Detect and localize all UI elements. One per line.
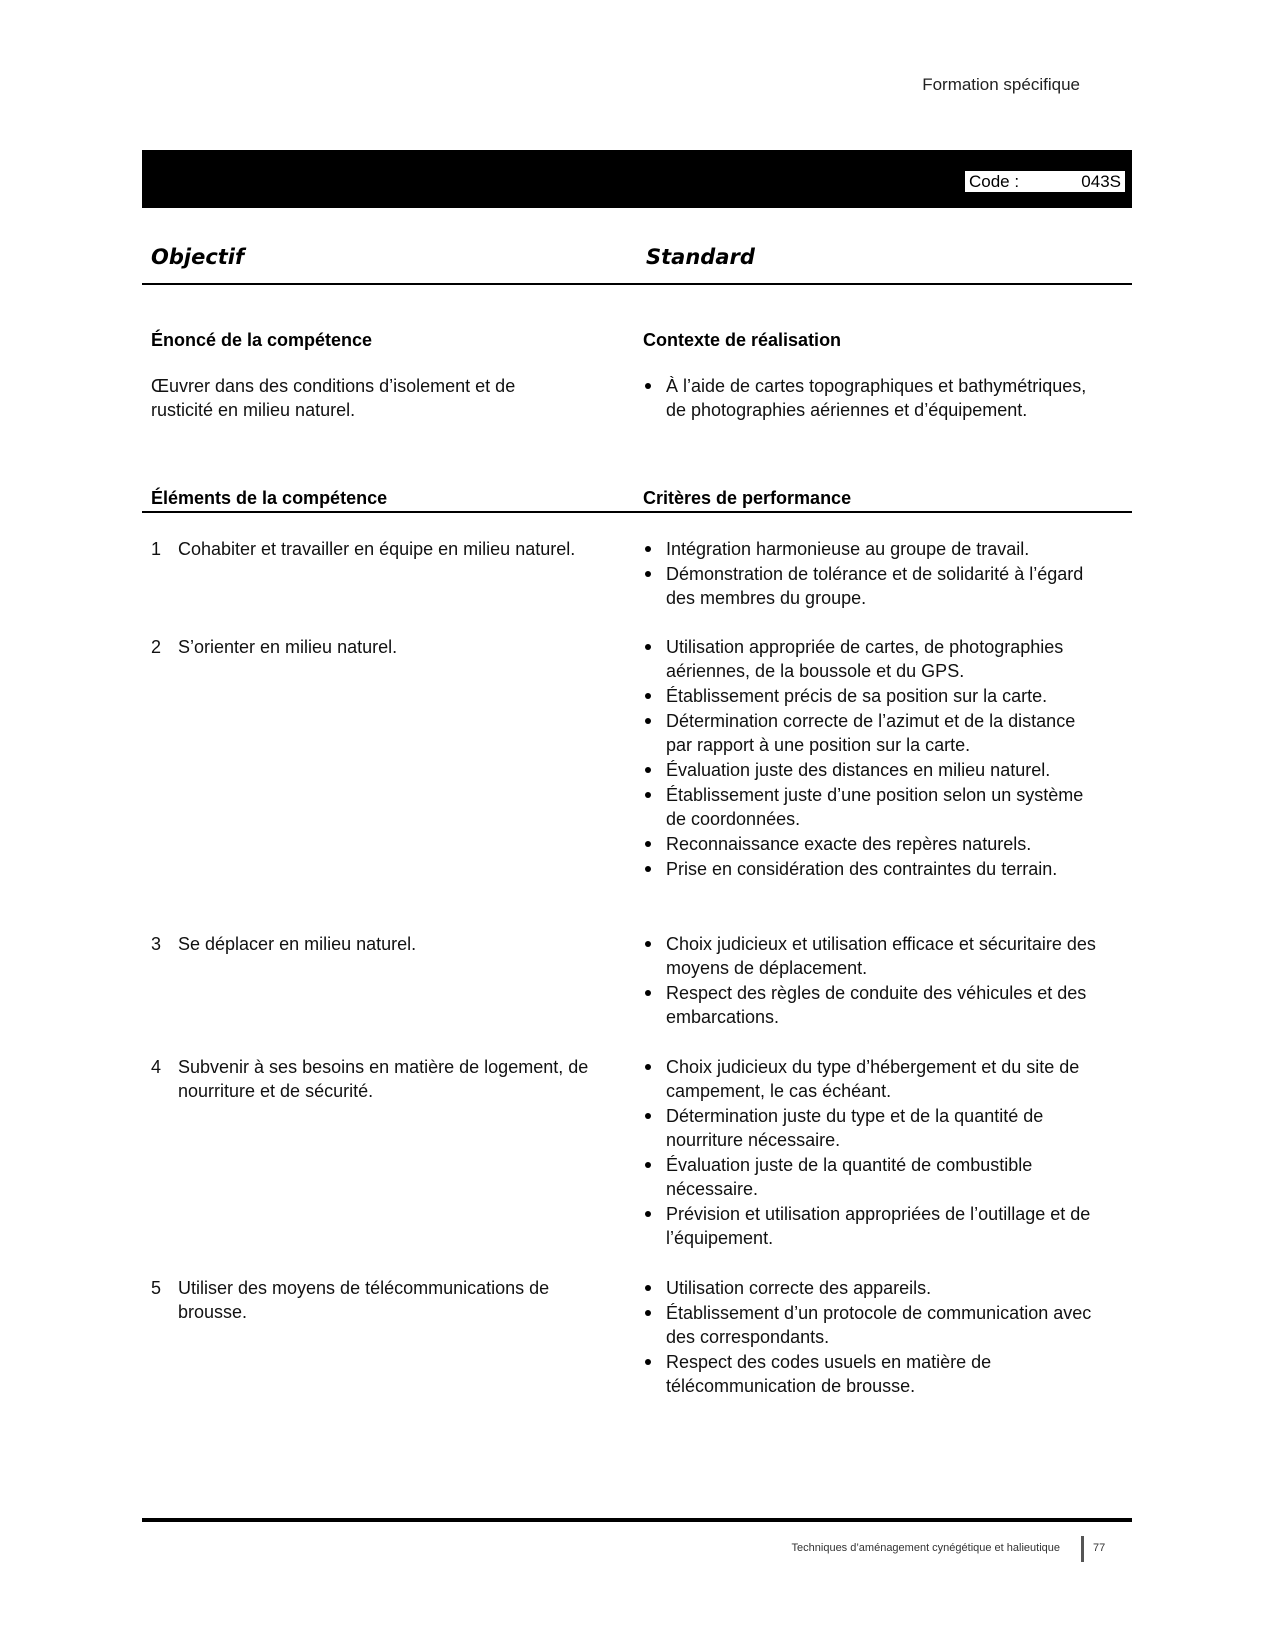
criterion: Démonstration de tolérance et de solidarité à l’égard des membres du groupe. bbox=[643, 562, 1103, 610]
contexte-item: À l’aide de cartes topographiques et bathymétriques, de photographies aériennes et d’équipement. bbox=[643, 374, 1103, 422]
heading-divider bbox=[142, 283, 1132, 285]
criteria-list-2 bbox=[643, 635, 1103, 882]
criterion: Prévision et utilisation appropriées de l’outillage et de l’équipement. bbox=[643, 1202, 1103, 1250]
element-number: 2 bbox=[151, 637, 162, 657]
element-row-1 bbox=[151, 537, 621, 561]
criterion: Respect des codes usuels en matière de télécommunication de brousse. bbox=[643, 1350, 1103, 1398]
element-number: 5 bbox=[151, 1278, 162, 1298]
document-section-label: Formation spécifique bbox=[922, 75, 1080, 94]
objectif-heading: Objectif bbox=[151, 245, 245, 269]
element-row-3 bbox=[151, 932, 621, 956]
standard-heading: Standard bbox=[646, 245, 755, 269]
element-row-5 bbox=[151, 1276, 621, 1324]
criterion: Évaluation juste des distances en milieu naturel. bbox=[643, 758, 1103, 782]
element-number: 3 bbox=[151, 934, 162, 954]
code-box bbox=[965, 171, 1125, 192]
criterion: Établissement précis de sa position sur la carte. bbox=[643, 684, 1103, 708]
contexte-list bbox=[643, 374, 1103, 423]
criterion: Choix judicieux et utilisation efficace et sécuritaire des moyens de déplacement. bbox=[643, 932, 1103, 980]
code-value: 043S bbox=[1081, 172, 1121, 191]
element-text: Subvenir à ses besoins en matière de logement, de nourriture et de sécurité. bbox=[178, 1057, 589, 1101]
element-text: S’orienter en milieu naturel. bbox=[178, 637, 398, 657]
code-label: Code : bbox=[969, 172, 1020, 191]
criterion: Reconnaissance exacte des repères naturels. bbox=[643, 832, 1103, 856]
enonce-title: Énoncé de la compétence bbox=[151, 330, 373, 350]
criterion: Détermination juste du type et de la quantité de nourriture nécessaire. bbox=[643, 1104, 1103, 1152]
contexte-title: Contexte de réalisation bbox=[643, 330, 842, 350]
element-text: Cohabiter et travailler en équipe en milieu naturel. bbox=[178, 539, 576, 559]
section-divider bbox=[142, 511, 1132, 513]
footer-separator bbox=[1081, 1536, 1084, 1562]
criteria-list-1 bbox=[643, 537, 1103, 611]
criterion: Détermination correcte de l’azimut et de la distance par rapport à une position sur la carte. bbox=[643, 709, 1103, 757]
criterion: Utilisation appropriée de cartes, de photographies aériennes, de la boussole et du GPS. bbox=[643, 635, 1103, 683]
criterion: Établissement d’un protocole de communication avec des correspondants. bbox=[643, 1301, 1103, 1349]
enonce-text: Œuvrer dans des conditions d’isolement et de rusticité en milieu naturel. bbox=[151, 376, 516, 420]
element-row-4 bbox=[151, 1055, 621, 1103]
element-text: Se déplacer en milieu naturel. bbox=[178, 934, 417, 954]
criterion: Utilisation correcte des appareils. bbox=[643, 1276, 1103, 1300]
element-row-2 bbox=[151, 635, 621, 659]
criterion: Évaluation juste de la quantité de combustible nécessaire. bbox=[643, 1153, 1103, 1201]
element-number: 1 bbox=[151, 539, 162, 559]
criterion: Établissement juste d’une position selon un système de coordonnées. bbox=[643, 783, 1103, 831]
criteres-title: Critères de performance bbox=[643, 488, 852, 508]
element-number: 4 bbox=[151, 1057, 162, 1077]
criterion: Choix judicieux du type d’hébergement et du site de campement, le cas échéant. bbox=[643, 1055, 1103, 1103]
element-text: Utiliser des moyens de télécommunications de brousse. bbox=[178, 1278, 550, 1322]
footer-program-title: Techniques d’aménagement cynégétique et halieutique bbox=[791, 1542, 1060, 1554]
criteria-list-5 bbox=[643, 1276, 1103, 1399]
elements-title: Éléments de la compétence bbox=[151, 488, 388, 508]
criterion: Intégration harmonieuse au groupe de travail. bbox=[643, 537, 1103, 561]
criteria-list-3 bbox=[643, 932, 1103, 1030]
criteria-list-4 bbox=[643, 1055, 1103, 1251]
criterion: Prise en considération des contraintes du terrain. bbox=[643, 857, 1103, 881]
page-number: 77 bbox=[1093, 1542, 1106, 1554]
footer-divider bbox=[142, 1518, 1132, 1522]
criterion: Respect des règles de conduite des véhicules et des embarcations. bbox=[643, 981, 1103, 1029]
